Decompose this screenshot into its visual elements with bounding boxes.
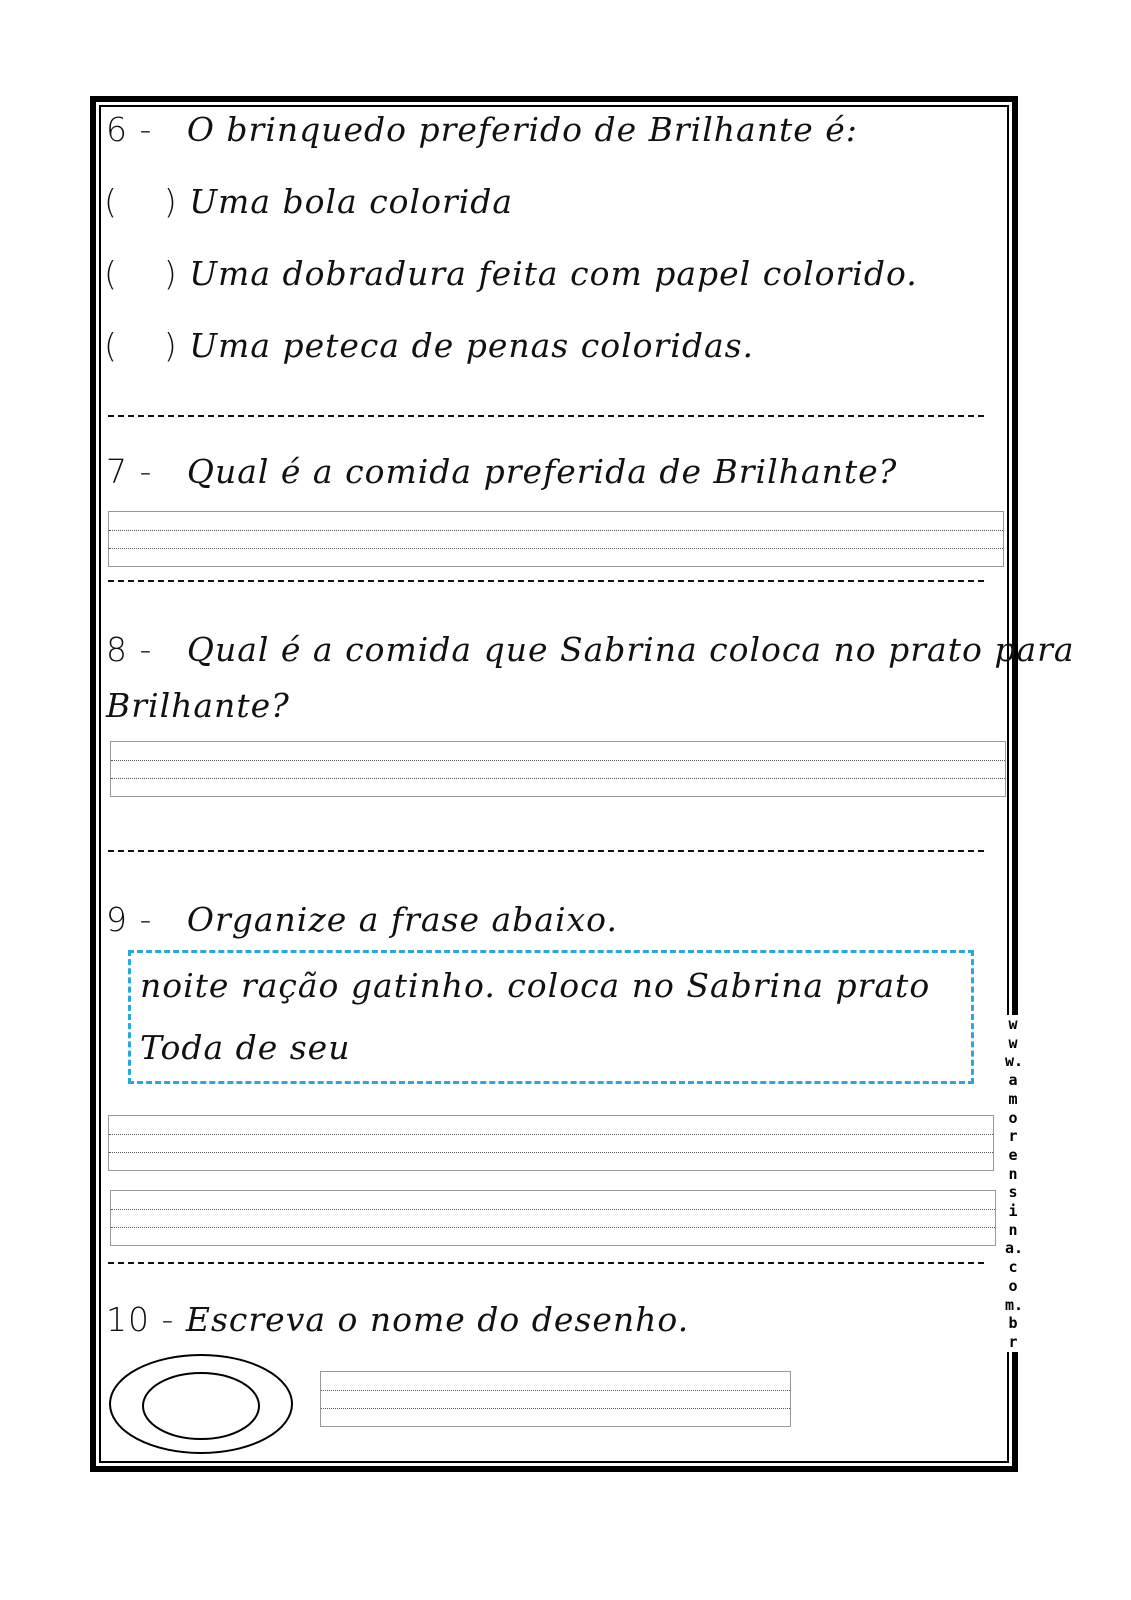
option-3[interactable] bbox=[104, 326, 754, 365]
checkbox-open[interactable]: ( bbox=[104, 254, 118, 293]
question-8 bbox=[106, 630, 1075, 669]
question-9 bbox=[106, 900, 618, 939]
question-text: Organize a frase abaixo. bbox=[186, 900, 618, 939]
option-text: Uma bola colorida bbox=[189, 182, 514, 221]
plate-inner bbox=[143, 1373, 259, 1439]
watermark: www.amorensina.com.br bbox=[1005, 1015, 1024, 1351]
option-text: Uma peteca de penas coloridas. bbox=[189, 326, 755, 365]
question-text: Escreva o nome do desenho. bbox=[185, 1300, 690, 1339]
question-7 bbox=[106, 452, 897, 491]
option-1[interactable] bbox=[104, 182, 513, 221]
checkbox-close[interactable]: ) bbox=[163, 326, 178, 365]
answer-line-q10[interactable] bbox=[320, 1371, 791, 1427]
answer-line-q9-2[interactable] bbox=[110, 1190, 996, 1246]
option-text: Uma dobradura feita com papel colorido. bbox=[189, 254, 918, 293]
divider bbox=[108, 580, 984, 582]
answer-line-q9-1[interactable] bbox=[108, 1115, 994, 1171]
answer-line-q7[interactable] bbox=[108, 511, 1004, 567]
divider bbox=[108, 850, 984, 852]
question-10 bbox=[106, 1300, 689, 1339]
option-2[interactable] bbox=[104, 254, 918, 293]
plate-drawing bbox=[106, 1352, 296, 1456]
answer-line-q8[interactable] bbox=[110, 741, 1006, 797]
scrambled-line-1: noite ração gatinho. coloca no Sabrina prato bbox=[140, 966, 931, 1005]
question-number: 10 - bbox=[106, 1300, 175, 1339]
question-text: O brinquedo preferido de Brilhante é: bbox=[186, 110, 858, 149]
checkbox-open[interactable]: ( bbox=[104, 182, 118, 221]
question-text: Qual é a comida que Sabrina coloca no prato para bbox=[186, 630, 1075, 669]
divider bbox=[108, 1262, 984, 1264]
question-number: 7 - bbox=[106, 452, 153, 491]
question-6 bbox=[106, 110, 858, 149]
checkbox-close[interactable]: ) bbox=[163, 182, 178, 221]
question-number: 9 - bbox=[106, 900, 153, 939]
checkbox-open[interactable]: ( bbox=[104, 326, 118, 365]
divider bbox=[108, 415, 984, 417]
scrambled-line-2: Toda de seu bbox=[140, 1028, 351, 1067]
question-number: 6 - bbox=[106, 110, 153, 149]
question-8-cont: Brilhante? bbox=[106, 686, 290, 725]
checkbox-close[interactable]: ) bbox=[163, 254, 178, 293]
question-number: 8 - bbox=[106, 630, 153, 669]
question-text: Qual é a comida preferida de Brilhante? bbox=[186, 452, 898, 491]
